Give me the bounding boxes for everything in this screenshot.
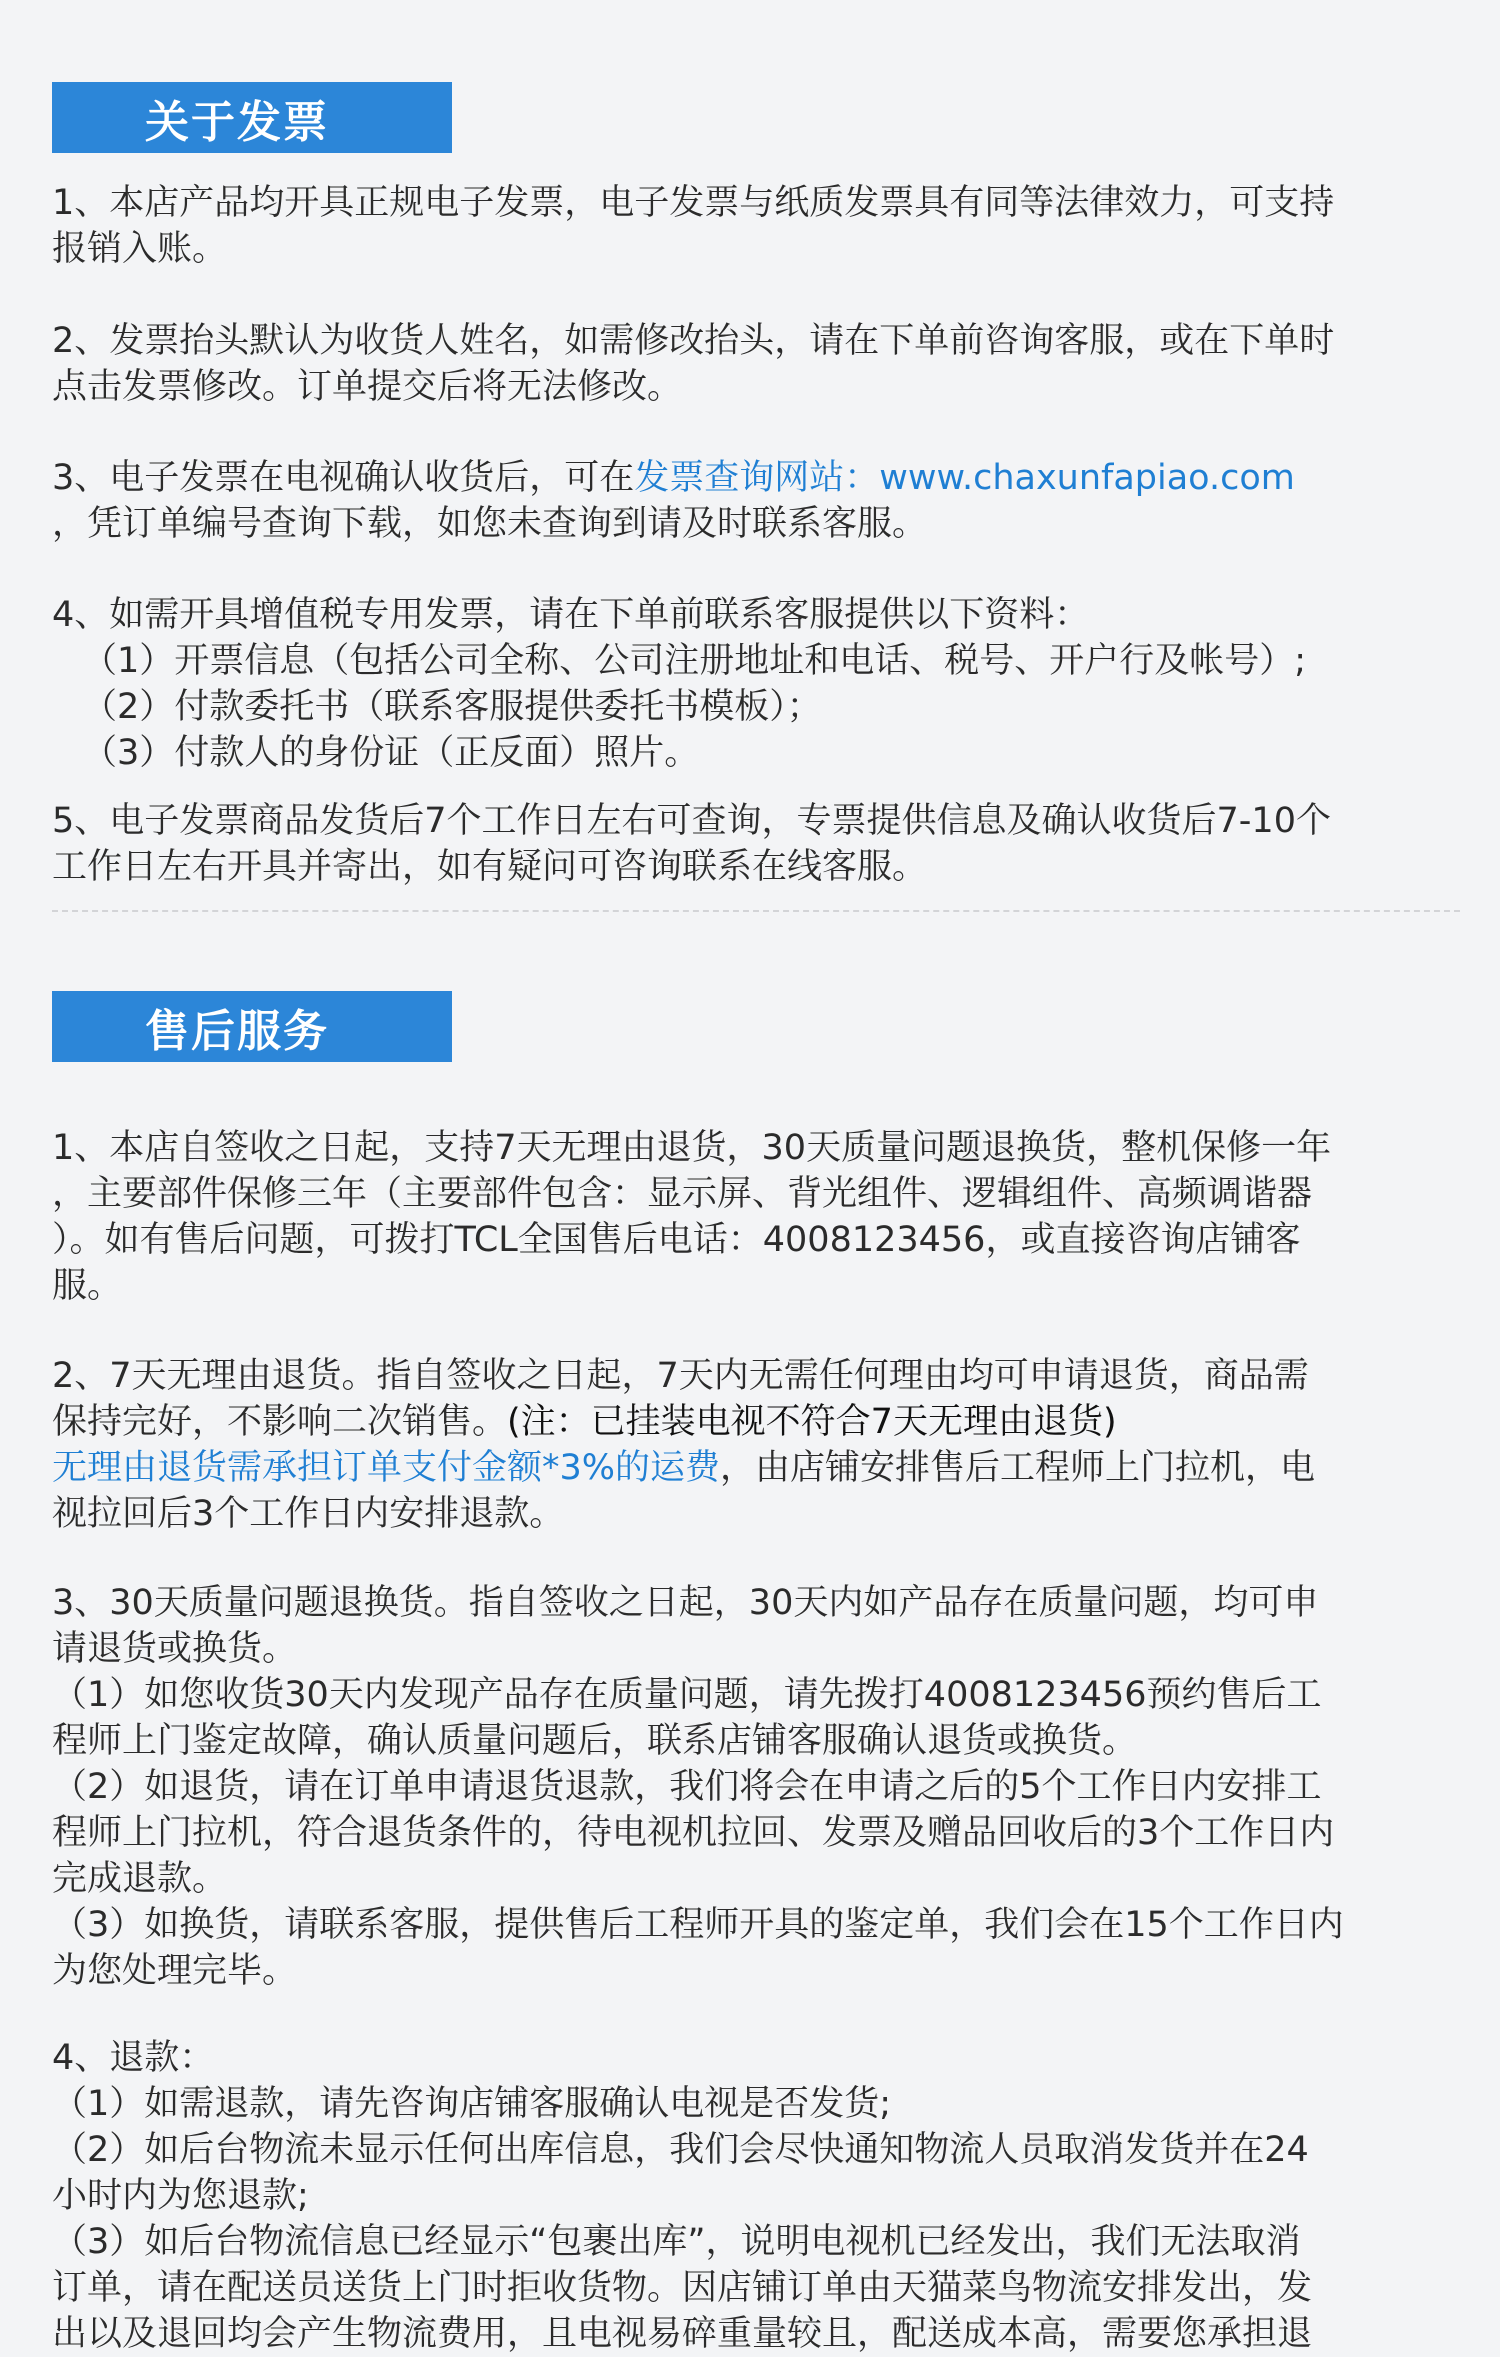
text-line: 3、30天质量问题退换货。指自签收之日起，30天内如产品存在质量问题，均可申 <box>52 1583 1319 1623</box>
text-line: （1）如需退款，请先咨询店铺客服确认电视是否发货; <box>52 2084 892 2124</box>
text-segment: ，由店铺安排售后工程师上门拉机，电 <box>720 1448 1316 1488</box>
text-line: 程师上门拉机，符合退货条件的，待电视机拉回、发票及赠品回收后的3个工作日内 <box>52 1813 1335 1853</box>
text-line: 1、本店自签收之日起，支持7天无理由退货，30天质量问题退换货，整机保修一年 <box>52 1128 1332 1168</box>
text-line: （2）如后台物流未显示任何出库信息，我们会尽快通知物流人员取消发货并在24 <box>52 2130 1309 2170</box>
text-line: 为您处理完毕。 <box>52 1951 298 1991</box>
service-paragraph-4 <box>52 2035 1462 2357</box>
text-line: 4、如需开具增值税专用发票，请在下单前联系客服提供以下资料： <box>52 595 1090 635</box>
text-line: 小时内为您退款; <box>52 2176 309 2216</box>
invoice-section-title: 关于发票 <box>52 82 452 153</box>
text-line: 5、电子发票商品发货后7个工作日左右可查询，专票提供信息及确认收货后7-10个 <box>52 801 1331 841</box>
text-line: （3）付款人的身份证（正反面）照片。 <box>82 733 700 773</box>
text-line: （2）付款委托书（联系客服提供委托书模板）； <box>82 687 822 727</box>
invoice-paragraph-5 <box>52 798 1462 890</box>
invoice-paragraph-1 <box>52 180 1462 272</box>
text-line: ，主要部件保修三年（主要部件包含：显示屏、背光组件、逻辑组件、高频调谐器 <box>52 1174 1313 1214</box>
text-line: （1）开票信息（包括公司全称、公司注册地址和电话、税号、开户行及帐号）; <box>82 641 1307 681</box>
service-paragraph-2 <box>52 1353 1462 1537</box>
text-line: 点击发票修改。订单提交后将无法修改。 <box>52 367 683 407</box>
text-segment: 3、电子发票在电视确认收货后，可在 <box>52 458 635 498</box>
text-line: 报销入账。 <box>52 229 228 269</box>
return-note: (注：已挂装电视不符合7天无理由退货) <box>507 1402 1117 1442</box>
text-line <box>52 1399 1462 1445</box>
text-segment: 保持完好，不影响二次销售。 <box>52 1402 508 1442</box>
text-line: 工作日左右开具并寄出，如有疑问可咨询联系在线客服。 <box>52 847 928 887</box>
service-paragraph-3 <box>52 1580 1462 1994</box>
text-line <box>52 1445 1462 1491</box>
service-paragraph-1 <box>52 1125 1462 1309</box>
text-line: 出以及退回均会产生物流费用，且电视易碎重量较且，配送成本高，需要您承担退 <box>52 2314 1313 2354</box>
after-sales-section-title: 售后服务 <box>52 991 452 1062</box>
invoice-paragraph-3 <box>52 455 1462 547</box>
text-line: 2、7天无理由退货。指自签收之日起，7天内无需任何理由均可申请退货，商品需 <box>52 1356 1309 1396</box>
text-line: （1）如您收货30天内发现产品存在质量问题，请先拨打4008123456预约售后工 <box>52 1675 1322 1715</box>
section-divider <box>52 910 1460 912</box>
text-line: 视拉回后3个工作日内安排退款。 <box>52 1494 565 1534</box>
text-line: 订单，请在配送员送货上门时拒收货物。因店铺订单由天猫菜鸟物流安排发出，发 <box>52 2268 1313 2308</box>
text-line: 1、本店产品均开具正规电子发票，电子发票与纸质发票具有同等法律效力，可支持 <box>52 183 1335 223</box>
text-line: （3）如换货，请联系客服，提供售后工程师开具的鉴定单，我们会在15个工作日内 <box>52 1905 1344 1945</box>
text-line: ，凭订单编号查询下载，如您未查询到请及时联系客服。 <box>52 504 928 544</box>
text-line: ）。如有售后问题，可拨打TCL全国售后电话：4008123456，或直接咨询店铺客 <box>52 1220 1301 1260</box>
invoice-query-link[interactable]: 发票查询网站：www.chaxunfapiao.com <box>634 458 1295 498</box>
text-line: 服。 <box>52 1266 123 1306</box>
text-line <box>52 455 1462 501</box>
text-line: 2、发票抬头默认为收货人姓名，如需修改抬头，请在下单前咨询客服，或在下单时 <box>52 321 1335 361</box>
invoice-paragraph-2 <box>52 318 1462 410</box>
invoice-paragraph-4 <box>52 592 1462 776</box>
text-line: 请退货或换货。 <box>52 1629 298 1669</box>
shipping-fee-highlight: 无理由退货需承担订单支付金额*3%的运费 <box>52 1448 721 1488</box>
text-line: 程师上门鉴定故障，确认质量问题后，联系店铺客服确认退货或换货。 <box>52 1721 1138 1761</box>
text-line: （3）如后台物流信息已经显示“包裹出库”，说明电视机已经发出，我们无法取消 <box>52 2222 1301 2262</box>
text-line: 4、退款： <box>52 2038 215 2078</box>
text-line: （2）如退货，请在订单申请退货退款，我们将会在申请之后的5个工作日内安排工 <box>52 1767 1322 1807</box>
text-line: 完成退款。 <box>52 1859 228 1899</box>
